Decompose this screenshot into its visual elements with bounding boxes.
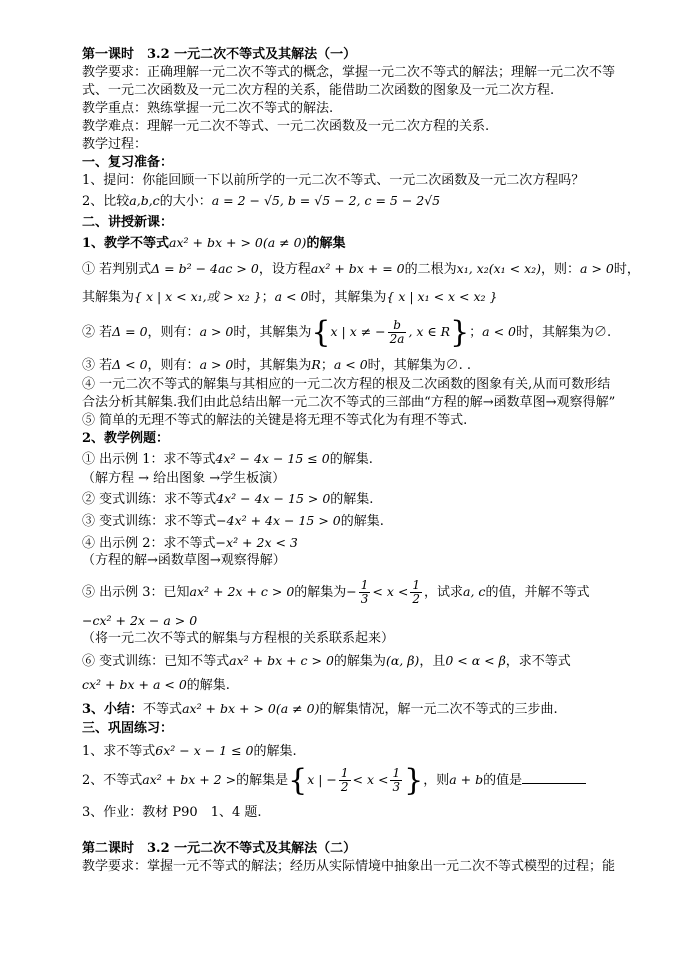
example-3-line1: ⑤ 出示例 3：已知ax² + 2x + c > 0的解集为− $\frac{1}{3}$ < x < $\frac{1}{2}$ ，试求a, c的值，并解不等式: [82, 578, 590, 606]
summary: 3、小结：不等式ax² + bx + > 0(a ≠ 0)的解集情况，解一元二次不等式的三步曲.: [82, 701, 558, 717]
case-1-line1: ① 若判别式Δ = b² − 4ac > 0，设方程ax² + bx + = 0的二根为x₁, x₂(x₁ < x₂)，则：a > 0时，: [82, 261, 640, 277]
answer-blank: [522, 771, 586, 784]
practice-1: 1、求不等式6x² − x − 1 ≤ 0的解集.: [82, 743, 297, 759]
requirements-line2: 式、一元二次函数及一元二次方程的关系，能借助二次函数的图象及一元二次方程.: [82, 83, 555, 98]
case-1-line2: 其解集为{ x | x < x₁,或 > x₂ }；a < 0时，其解集为{ x | x₁ < x < x₂ }: [82, 289, 498, 305]
difficult-point: 教学难点：理解一元二次不等式、一元二次函数及一元二次方程的关系.: [82, 119, 490, 134]
case-4-line2: 合法分析其解集.我们由此总结出解一元二次不等式的三部曲“方程的解→函数草图→观察得解”: [82, 395, 616, 410]
example-3-line2: −cx² + 2x − a > 0: [82, 613, 198, 628]
exercise-2: ② 变式训练：求不等式4x² − 4x − 15 > 0的解集.: [82, 491, 374, 507]
example-1: ① 出示例 1：求不等式4x² − 4x − 15 ≤ 0的解集.: [82, 451, 373, 467]
example-2-note: （方程的解→函数草图→观察得解）: [82, 553, 286, 568]
math-abc: a,b,c: [129, 193, 160, 208]
case-2: ② 若Δ = 0，则有：a > 0时，其解集为{x | x ≠ − $\frac{b}{2a}$ , x ∈ R}；a < 0时，其解集为∅.: [82, 315, 612, 350]
fraction-b-over-2a: $\frac{b}{2a}$: [389, 318, 405, 346]
fraction-one-third: $\frac{1}{3}$: [360, 578, 369, 606]
case-4-line1: ④ 一元二次不等式的解集与其相应的一元二次方程的根及二次函数的图象有关,从而可数形结: [82, 377, 611, 392]
lesson1-heading: 第一课时 3.2 一元二次不等式及其解法（一）: [82, 47, 357, 62]
homework: 3、作业：教材 P90 1、4 题.: [82, 805, 262, 820]
practice-2: 2、不等式ax² + bx + 2 >的解集是{x | − $\frac{1}{2}$ < x < $\frac{1}{3}$ }，则a + b的值是: [82, 760, 662, 800]
teaching-process: 教学过程：: [82, 137, 148, 152]
lesson2-requirements: 教学要求：掌握一元不等式的解法；经历从实际情境中抽象出一元二次不等式模型的过程；能: [82, 859, 616, 874]
section-practice: 三、巩固练习：: [82, 721, 174, 736]
section-examples: 2、教学例题：: [82, 431, 170, 446]
topic-1-title: 1、教学不等式ax² + bx + > 0(a ≠ 0)的解集: [82, 235, 346, 251]
exercise-6-line2: cx² + bx + a < 0的解集.: [82, 677, 230, 693]
review-question-1: 1、提问：你能回顾一下以前所学的一元二次不等式、一元二次函数及一元二次方程吗？: [82, 173, 585, 188]
review-question-2: 2、比较a,b,c的大小：a = 2 − √5, b = √5 − 2, c = 5 − 2√5: [82, 193, 441, 209]
example-1-note: （解方程 → 给出图象 →学生板演）: [82, 471, 286, 486]
requirements-line1: 教学要求：正确理解一元二次不等式的概念，掌握一元二次不等式的解法；理解一元二次不等: [82, 65, 616, 80]
math-compare: a = 2 − √5, b = √5 − 2, c = 5 − 2√5: [211, 193, 441, 208]
math-inequality: ax² + bx + > 0(a ≠ 0): [169, 235, 307, 250]
lesson2-heading: 第二课时 3.2 一元二次不等式及其解法（二）: [82, 841, 357, 856]
exercise-3: ③ 变式训练：求不等式−4x² + 4x − 15 > 0的解集.: [82, 513, 384, 529]
fraction-one-third-b: $\frac{1}{3}$: [392, 766, 401, 794]
key-point: 教学重点：熟练掌握一元二次不等式的解法.: [82, 101, 334, 116]
section-review: 一、复习准备：: [82, 155, 174, 170]
example-2: ④ 出示例 2：求不等式−x² + 2x < 3: [82, 535, 298, 551]
fraction-one-half-b: $\frac{1}{2}$: [340, 766, 349, 794]
section-new-lesson: 二、讲授新课：: [82, 215, 174, 230]
exercise-6-line1: ⑥ 变式训练：已知不等式ax² + bx + c > 0的解集为(α, β)，且0 < α < β，求不等式: [82, 653, 571, 669]
fraction-one-half: $\frac{1}{2}$: [412, 578, 421, 606]
case-3: ③ 若Δ < 0，则有：a > 0时，其解集为R；a < 0时，其解集为∅. .: [82, 357, 472, 373]
example-3-note: （将一元二次不等式的解集与方程根的关系联系起来）: [82, 631, 395, 646]
case-5: ⑤ 简单的无理不等式的解法的关键是将无理不等式化为有理不等式.: [82, 413, 468, 428]
